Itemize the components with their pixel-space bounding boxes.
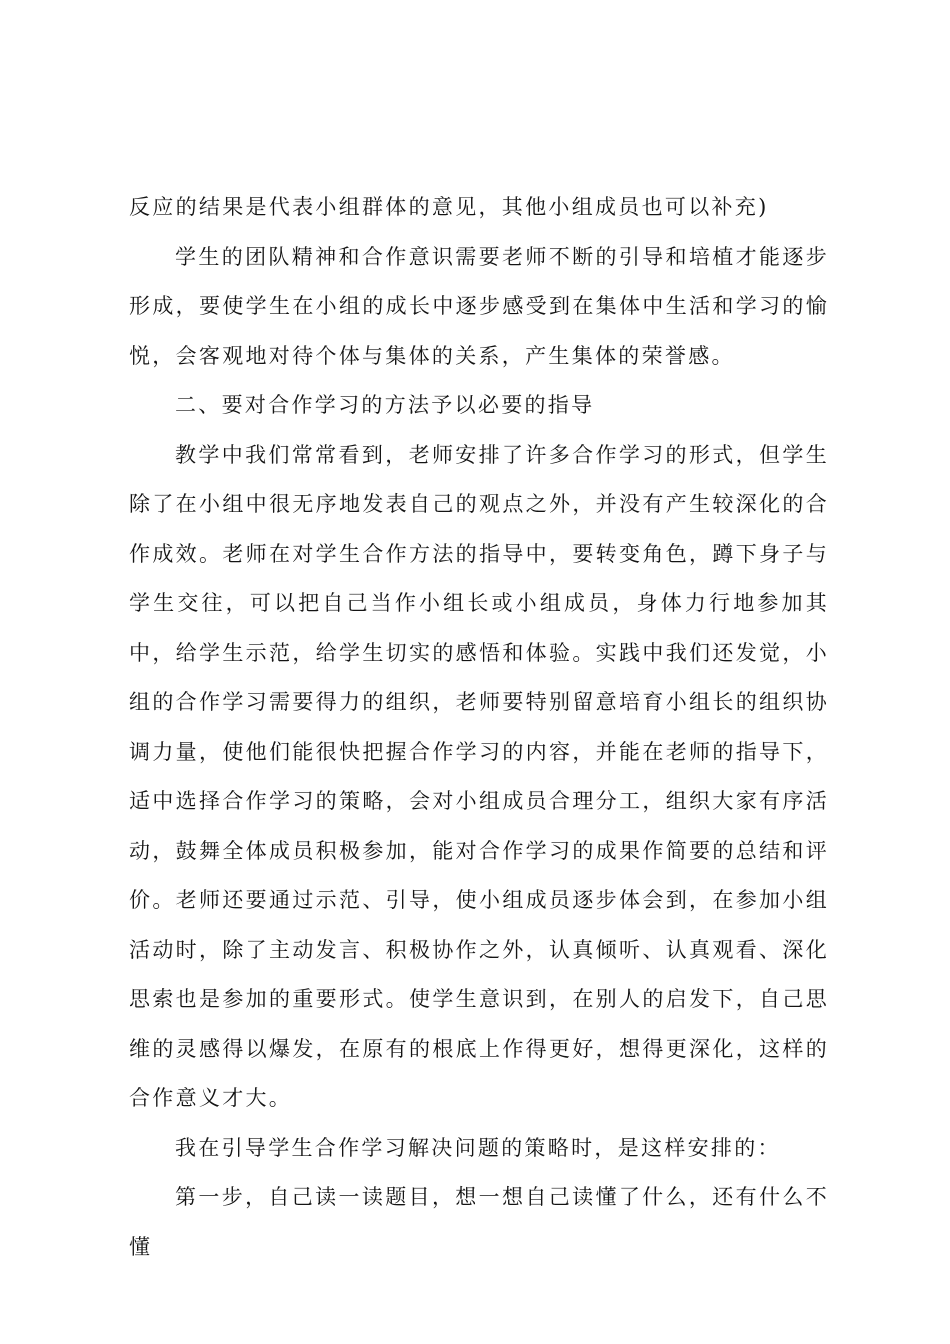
paragraph-guidance: 教学中我们常常看到，老师安排了许多合作学习的形式，但学生除了在小组中很无序地发表自己的观点之外，并没有产生较深化的合作成效。老师在对学生合作方法的指导中，要转变角色，蹲下身子与学生交往，可以把自己当作小组长或小组成员，身体力行地参加其中，给学生示范，给学生切实的感悟和体验。实践中我们还发觉，小组的合作学习需要得力的组织，老师要特别留意培育小组长的组织协调力量，使他们能很快把握合作学习的内容，并能在老师的指导下，适中选择合作学习的策略，会对小组成员合理分工，组织大家有序活动，鼓舞全体成员积极参加，能对合作学习的成果作简要的总结和评价。老师还要通过示范、引导，使小组成员逐步体会到，在参加小组活动时，除了主动发言、积极协作之外，认真倾听、认真观看、深化思索也是参加的重要形式。使学生意识到，在别人的启发下，自己思维的灵感得以爆发，在原有的根底上作得更好，想得更深化，这样的合作意义才大。: [129, 442, 829, 1110]
document-body: [129, 183, 829, 1272]
paragraph-team-spirit: 学生的团队精神和合作意识需要老师不断的引导和培植才能逐步形成，要使学生在小组的成长中逐步感受到在集体中生活和学习的愉悦，会客观地对待个体与集体的关系，产生集体的荣誉感。: [129, 244, 829, 368]
paragraph-continuation: 反应的结果是代表小组群体的意见，其他小组成员也可以补充): [129, 195, 769, 219]
paragraph-arrangement: 我在引导学生合作学习解决问题的策略时，是这样安排的：: [175, 1135, 781, 1160]
section-heading: 二、要对合作学习的方法予以必要的指导: [175, 393, 595, 417]
paragraph-step-one: 第一步，自己读一读题目，想一想自己读懂了什么，还有什么不懂: [129, 1185, 829, 1259]
